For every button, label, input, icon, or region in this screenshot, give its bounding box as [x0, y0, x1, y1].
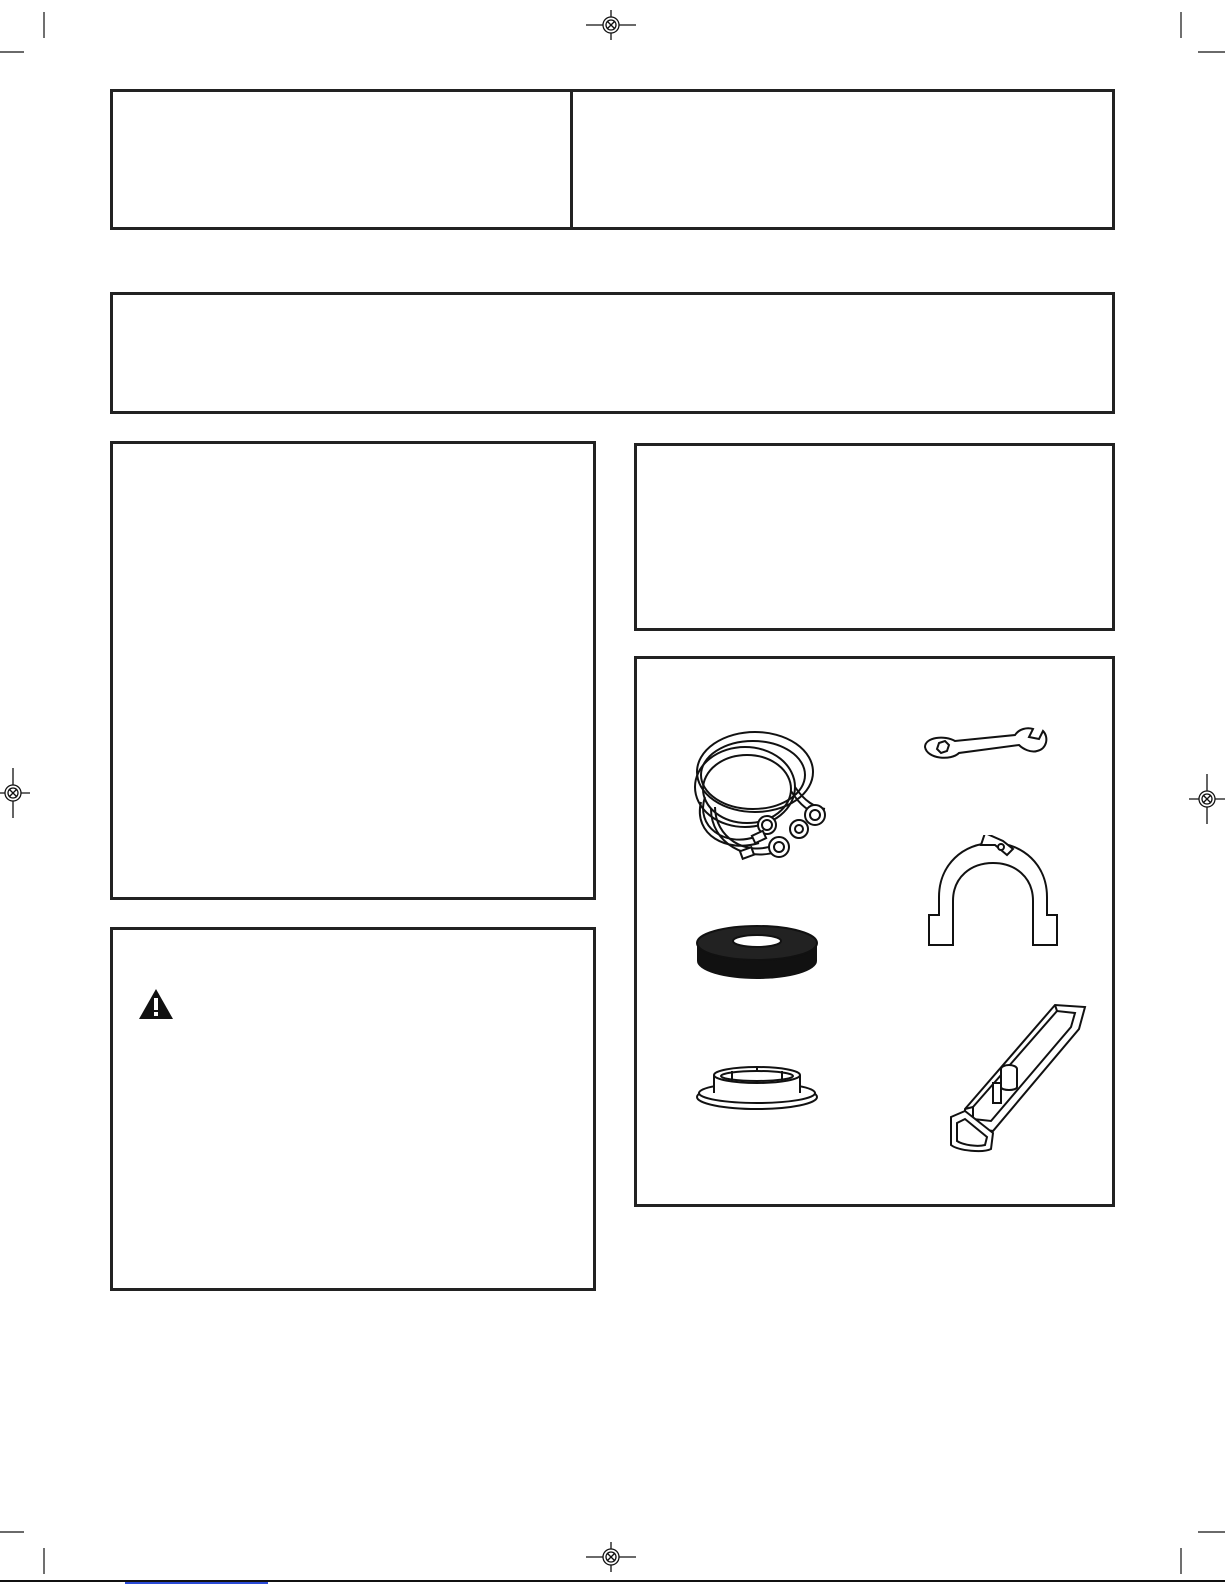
- inlet-hoses: [675, 717, 835, 877]
- page-bottom-link-underline: [125, 1582, 268, 1584]
- parts-box: [634, 656, 1115, 1207]
- hose-hanger: [923, 835, 1063, 955]
- dispenser-tray: [925, 999, 1095, 1159]
- header-box: [110, 89, 1115, 230]
- right-info-box: [634, 443, 1115, 631]
- rubber-foot: [692, 917, 822, 987]
- left-info-box: [110, 441, 596, 900]
- spanner-wrench: [915, 719, 1055, 769]
- registration-mark-icon: [1189, 774, 1225, 824]
- banner-box: [110, 292, 1115, 414]
- warning-triangle-icon: [138, 988, 174, 1020]
- warning-box: [110, 927, 596, 1291]
- registration-mark-icon: [0, 768, 30, 818]
- registration-mark-icon: [586, 10, 636, 40]
- header-box-divider: [570, 89, 573, 230]
- cap: [692, 1059, 822, 1119]
- registration-mark-icon: [586, 1542, 636, 1572]
